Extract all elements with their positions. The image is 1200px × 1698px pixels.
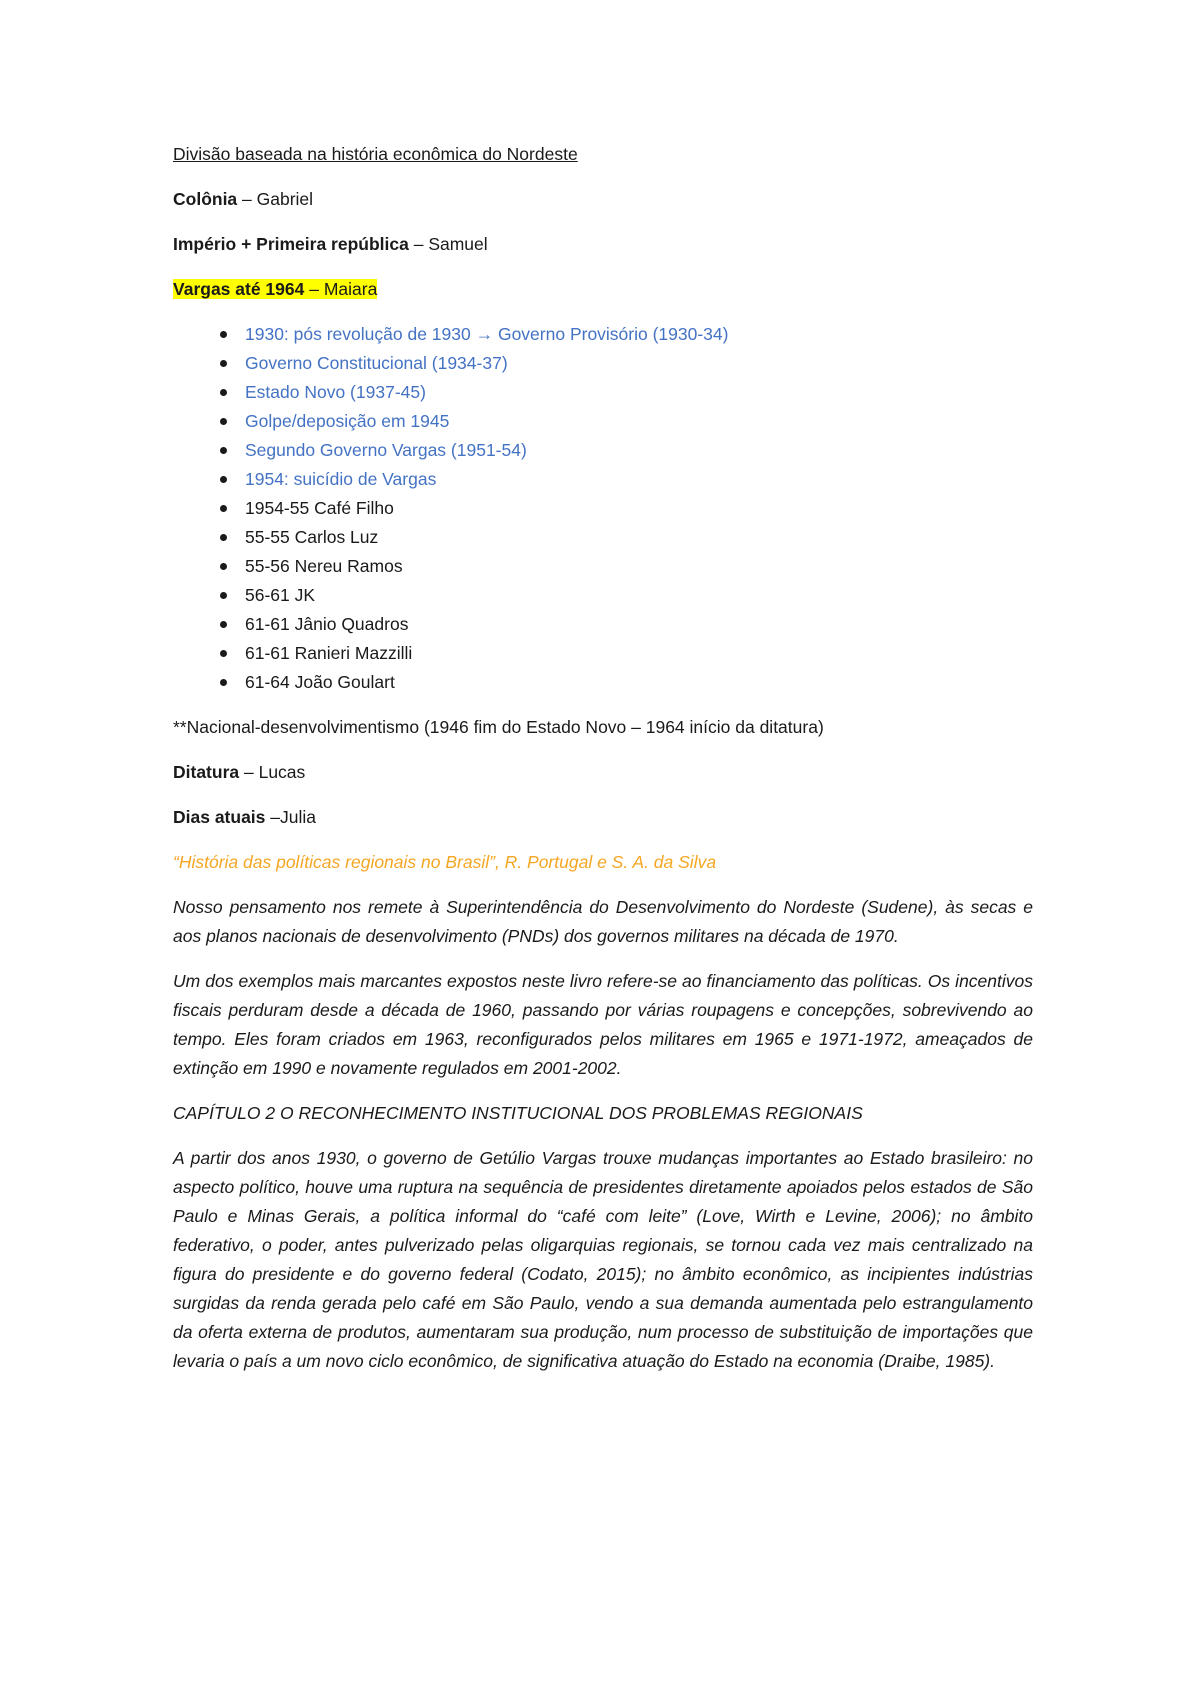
bullet-icon [220, 505, 227, 512]
role-dias-atuais [173, 803, 1033, 832]
role-person: Gabriel [256, 189, 314, 209]
highlighted-role [173, 279, 377, 299]
bullet-icon [220, 360, 227, 367]
timeline-item [173, 436, 1033, 465]
timeline-item-text: Estado Novo (1937-45) [245, 382, 426, 402]
bullet-icon [220, 418, 227, 425]
quote-paragraph: Um dos exemplos mais marcantes expostos neste livro refere-se ao financiamento das políticas. Os incentivos fiscais perduram desde a década de 1960, passando por várias roupagens e concepções, sobrevivendo ao tempo. Eles foram criados em 1963, reconfigurados pelos militares em 1965 e 1971-1972, ameaçados de extinção em 1990 e novamente regulados em 2001-2002. [173, 971, 1033, 1078]
bullet-icon [220, 563, 227, 570]
timeline-item-text: 55-56 Nereu Ramos [245, 556, 403, 576]
timeline-item-text: 61-61 Ranieri Mazzilli [245, 643, 413, 663]
role-period: Dias atuais [173, 807, 266, 827]
timeline-item [173, 320, 1033, 349]
role-separator: – [237, 189, 257, 209]
timeline-item [173, 668, 1033, 697]
timeline-item [173, 378, 1033, 407]
bullet-icon [220, 679, 227, 686]
timeline-item [173, 349, 1033, 378]
role-person: Julia [280, 807, 317, 827]
timeline-item-text: 55-55 Carlos Luz [245, 527, 379, 547]
bullet-icon [220, 534, 227, 541]
role-person: Maiara [323, 279, 378, 299]
role-period: Colônia [173, 189, 238, 209]
timeline-item-text: Governo Constitucional (1934-37) [245, 353, 508, 373]
role-ditatura [173, 758, 1033, 787]
timeline-item [173, 494, 1033, 523]
timeline-item-text: Segundo Governo Vargas (1951-54) [245, 440, 527, 460]
role-period: Império + Primeira república [173, 234, 409, 254]
bullet-icon [220, 331, 227, 338]
document-page [173, 140, 1033, 1392]
timeline-item-text: 1954-55 Café Filho [245, 498, 394, 518]
chapter-heading: CAPÍTULO 2 O RECONHECIMENTO INSTITUCIONAL DOS PROBLEMAS REGIONAIS [173, 1103, 863, 1123]
timeline-item [173, 523, 1033, 552]
bullet-icon [220, 447, 227, 454]
role-separator: – [408, 234, 429, 254]
bullet-icon [220, 650, 227, 657]
role-colonia [173, 185, 1033, 214]
role-period: Vargas até 1964 [173, 279, 305, 299]
role-person: Lucas [258, 762, 306, 782]
timeline-item [173, 465, 1033, 494]
timeline-item [173, 639, 1033, 668]
document-title: Divisão baseada na história econômica do Nordeste [173, 144, 578, 164]
role-separator: – [239, 762, 259, 782]
book-citation: “História das políticas regionais no Brasil”, R. Portugal e S. A. da Silva [173, 852, 717, 872]
timeline-item [173, 581, 1033, 610]
quote-paragraph: Nosso pensamento nos remete à Superintendência do Desenvolvimento do Nordeste (Sudene), às secas e aos planos nacionais de desenvolvimento (PNDs) dos governos militares na década de 1970. [173, 897, 1033, 946]
role-separator: – [304, 279, 324, 299]
vargas-timeline-list [173, 320, 1033, 697]
bullet-icon [220, 476, 227, 483]
role-person: Samuel [428, 234, 488, 254]
role-imperio [173, 230, 1033, 259]
role-vargas [173, 275, 1033, 304]
bullet-icon [220, 389, 227, 396]
role-period: Ditatura [173, 762, 240, 782]
timeline-item [173, 407, 1033, 436]
timeline-item [173, 610, 1033, 639]
bullet-icon [220, 592, 227, 599]
timeline-item-text: Golpe/deposição em 1945 [245, 411, 450, 431]
timeline-item [173, 552, 1033, 581]
timeline-item-text: 61-64 João Goulart [245, 672, 395, 692]
nacional-desenvolvimentismo-note: **Nacional-desenvolvimentismo (1946 fim do Estado Novo – 1964 início da ditatura) [173, 717, 824, 737]
timeline-item-text: 1930: pós revolução de 1930 → Governo Provisório (1930-34) [245, 324, 729, 344]
quote-paragraph: A partir dos anos 1930, o governo de Getúlio Vargas trouxe mudanças importantes ao Estado brasileiro: no aspecto político, houve uma ruptura na sequência de presidentes diretamente apoiados pelos estados de São Paulo e Minas Gerais, a política informal do “café com leite” (Love, Wirth e Levine, 2006); no âmbito federativo, o poder, antes pulverizado pelas oligarquias regionais, se tornou cada vez mais centralizado na figura do presidente e do governo federal (Codato, 2015); no âmbito econômico, as incipientes indústrias surgidas da renda gerada pelo café em São Paulo, vendo a sua demanda aumentada pelo estrangulamento da oferta externa de produtos, aumentaram sua produção, num processo de substituição de importações que levaria o país a um novo ciclo econômico, de significativa atuação do Estado na economia (Draibe, 1985). [173, 1148, 1033, 1371]
bullet-icon [220, 621, 227, 628]
role-separator: – [265, 807, 281, 827]
timeline-item-text: 61-61 Jânio Quadros [245, 614, 409, 634]
timeline-item-text: 56-61 JK [245, 585, 316, 605]
timeline-item-text: 1954: suicídio de Vargas [245, 469, 437, 489]
